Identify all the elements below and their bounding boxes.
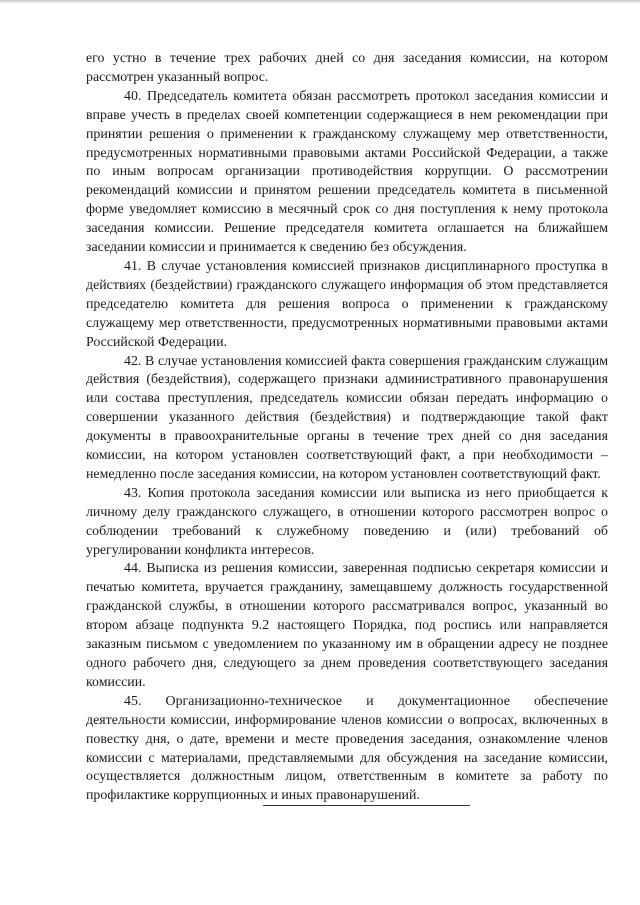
paragraph-45: 45. Организационно-техническое и документационное обеспечение деятельности комиссии, информирование членов комиссии о вопросах, включенных в повестку дня, о дате, времени и месте проведения заседания, ознакомление членов комиссии с материалами, представляемыми для обсуждения на заседание комиссии, осуществляется должностным лицом, ответственным в комитете за работу по профилактике коррупционных и иных правонарушений. <box>86 693 608 804</box>
scan-edge-shadow <box>0 0 640 4</box>
paragraph-42: 42. В случае установления комиссией факта совершения гражданским служащим действия (бездействия), содержащего признаки административного правонарушения или состава преступления, председатель комиссии обязан передать информацию о совершении указанного действия (бездействия) и подтверждающие такой факт документы в правоохранительные органы в течение трех дней со дня заседания комиссии, на котором установлен соответствующий факт, а при необходимости – немедленно после заседания комиссии, на котором установлен соответствующий факт. <box>86 353 608 482</box>
paragraph-40: 40. Председатель комитета обязан рассмотреть протокол заседания комиссии и вправе учесть в пределах своей компетенции содержащиеся в нем рекомендации при принятии решения о применении к гражданскому служащему мер ответственности, предусмотренных нормативными правовыми актами Российской Федерации, а также по иным вопросам организации противодействия коррупции. О рассмотрении рекомендаций комиссии и принятом решении председатель комитета в письменной форме уведомляет комиссию в месячный срок со дня поступления к нему протокола заседания комиссии. Решение председателя комитета оглашается на ближайшем заседании комиссии и принимается к сведению без обсуждения. <box>86 88 608 256</box>
paragraph-43: 43. Копия протокола заседания комиссии или выписка из него приобщается к личному делу гражданского служащего, в отношении которого рассмотрен вопрос о соблюдении требований к служебному поведению и (или) требований об урегулировании конфликта интересов. <box>86 485 608 558</box>
document-page <box>86 50 608 806</box>
paragraph-41: 41. В случае установления комиссией признаков дисциплинарного проступка в действиях (бездействии) гражданского служащего информация об этом представляется председателю комитета для решения вопроса о применении к гражданскому служащему мер ответственности, предусмотренных нормативными правовыми актами Российской Федерации. <box>86 258 608 350</box>
end-of-document-rule <box>263 805 470 806</box>
paragraph-44: 44. Выписка из решения комиссии, заверенная подписью секретаря комиссии и печатью комитета, вручается гражданину, замещавшему должность государственной гражданской службы, в отношении которого рассматривался вопрос, указанный во втором абзаце подпункта 9.2 настоящего Порядка, под роспись или направляется заказным письмом с уведомлением по указанному им в обращении адресу не позднее одного рабочего дня, следующего за днем проведения соответствующего заседания комиссии. <box>86 561 608 690</box>
paragraph-continuation: его устно в течение трех рабочих дней со дня заседания комиссии, на котором рассмотрен указанный вопрос. <box>86 51 608 85</box>
